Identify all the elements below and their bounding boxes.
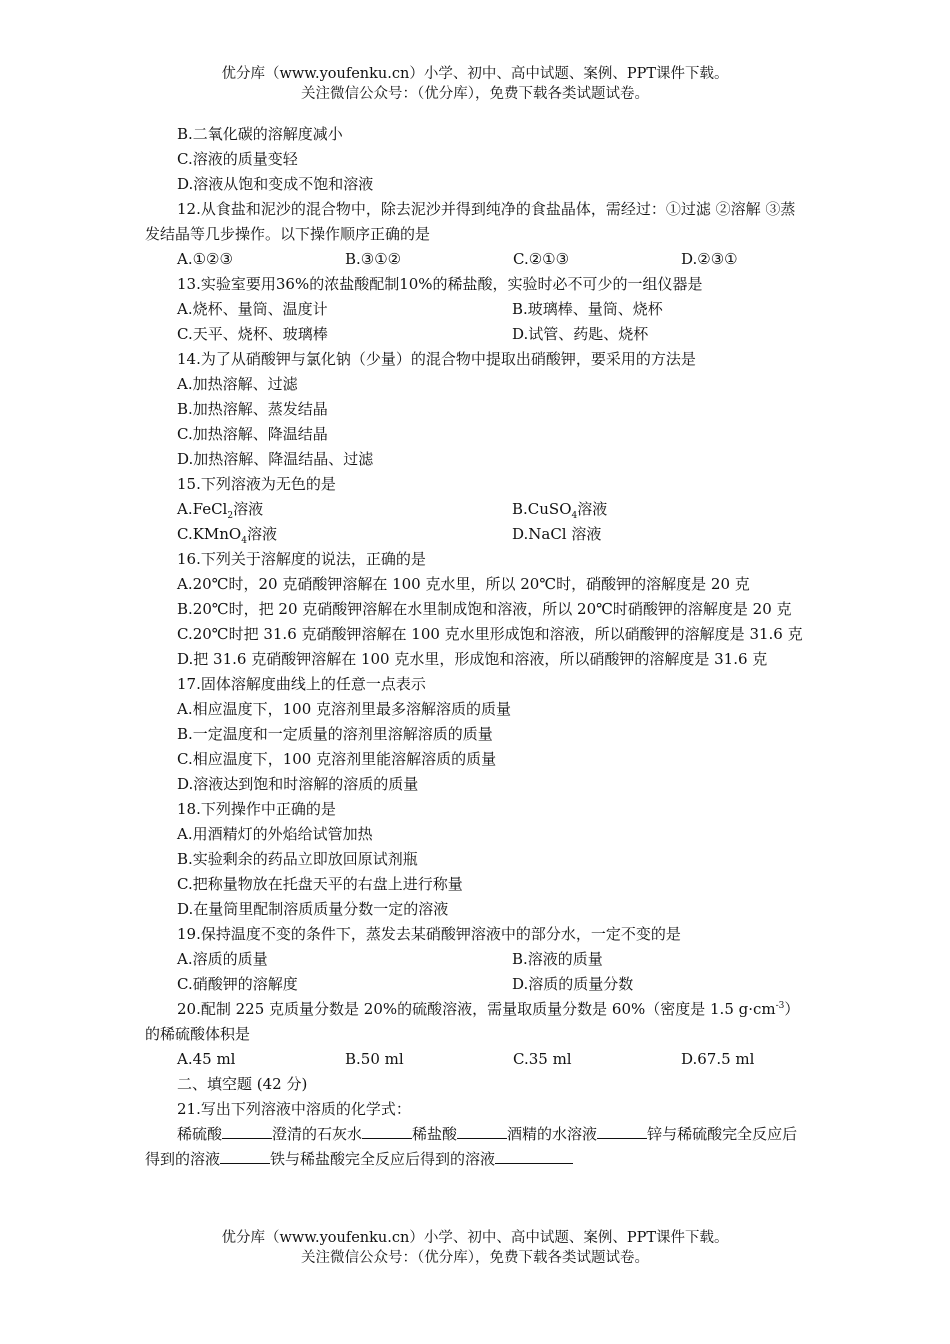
q18-option-a: A.用酒精灯的外焰给试管加热 — [177, 825, 373, 843]
q13-options-ab — [145, 297, 807, 322]
q13-options-cd — [145, 322, 807, 347]
q15-option-b: B.CuSO$_4$溶液 — [512, 500, 608, 521]
answer-blank[interactable] — [495, 1147, 573, 1164]
q20-option-b: B.50 ml — [345, 1050, 404, 1068]
q13-option-c: C.天平、烧杯、玻璃棒 — [177, 325, 328, 343]
answer-blank[interactable] — [597, 1122, 647, 1139]
q19-options-ab — [145, 947, 807, 972]
q14-option-b: B.加热溶解、蒸发结晶 — [177, 400, 328, 418]
footer-line-1: 优分库（www.youfenku.cn）小学、初中、高中试题、案例、PPT课件下载。 — [221, 1230, 729, 1246]
q18-option-c: C.把称量物放在托盘天平的右盘上进行称量 — [177, 875, 463, 893]
q17-option-d: D.溶液达到饱和时溶解的溶质的质量 — [177, 775, 419, 793]
q21-stem: 21.写出下列溶液中溶质的化学式： — [177, 1100, 411, 1118]
q19-options-cd — [145, 972, 807, 997]
q16-option-d: D.把 31.6 克硝酸钾溶解在 100 克水里，形成饱和溶液，所以硝酸钾的溶解度是 31.6 克 — [177, 650, 768, 668]
q15-option-d: D.NaCl 溶液 — [512, 525, 602, 543]
page-footer — [0, 1228, 950, 1268]
page-header — [0, 64, 950, 104]
q19-option-c: C.硝酸钾的溶解度 — [177, 975, 298, 993]
q12-stem: 12.从食盐和泥沙的混合物中，除去泥沙并得到纯净的食盐晶体，需经过：①过滤 ②溶解 ③蒸发结晶等几步操作。以下操作顺序正确的是 — [145, 200, 796, 243]
q20-stem: 20.配制 225 克质量分数是 20%的硫酸溶液，需量取质量分数是 60%（密度是 1.5 $g\cdot cm^{-3}$）的稀硫酸体积是 — [145, 1000, 800, 1043]
q13-option-d: D.试管、药匙、烧杯 — [512, 325, 649, 343]
q20-option-d: D.67.5 ml — [681, 1050, 755, 1068]
q16-option-c: C.20℃时把 31.6 克硝酸钾溶解在 100 克水里形成饱和溶液，所以硝酸钾的溶解度是 31.6 克 — [177, 625, 803, 643]
q13-stem: 13.实验室要用36%的浓盐酸配制10%的稀盐酸，实验时必不可少的一组仪器是 — [177, 275, 703, 293]
q16-stem: 16.下列关于溶解度的说法，正确的是 — [177, 550, 426, 568]
q15-options-cd — [145, 522, 807, 547]
q13-option-b: B.玻璃棒、量筒、烧杯 — [512, 300, 663, 318]
section-title: 二、填空题 (42 分) — [177, 1075, 308, 1093]
q11-option-d: D.溶液从饱和变成不饱和溶液 — [177, 175, 374, 193]
q17-option-b: B.一定温度和一定质量的溶剂里溶解溶质的质量 — [177, 725, 493, 743]
footer-line-2: 关注微信公众号：（优分库），免费下载各类试题试卷。 — [301, 1250, 649, 1266]
q11-option-b: B.二氧化碳的溶解度减小 — [177, 125, 343, 143]
q14-option-a: A.加热溶解、过滤 — [177, 375, 298, 393]
q19-option-a: A.溶质的质量 — [177, 950, 268, 968]
q19-option-d: D.溶质的质量分数 — [512, 975, 634, 993]
q14-option-c: C.加热溶解、降温结晶 — [177, 425, 328, 443]
q12-option-d: D.②③① — [681, 250, 738, 268]
answer-blank[interactable] — [220, 1147, 270, 1164]
q12-option-b: B.③①② — [345, 250, 402, 268]
q19-option-b: B.溶液的质量 — [512, 950, 603, 968]
q11-option-c: C.溶液的质量变轻 — [177, 150, 298, 168]
q15-option-a: A.FeCl$_2$溶液 — [177, 500, 264, 521]
q16-option-b: B.20℃时，把 20 克硝酸钾溶解在水里制成饱和溶液，所以 20℃时硝酸钾的溶解度是 20 克 — [177, 600, 792, 618]
q14-option-d: D.加热溶解、降温结晶、过滤 — [177, 450, 374, 468]
q12-options — [145, 247, 807, 272]
q13-option-a: A.烧杯、量筒、温度计 — [177, 300, 328, 318]
q20-option-c: C.35 ml — [513, 1050, 572, 1068]
q14-stem: 14.为了从硝酸钾与氯化钠（少量）的混合物中提取出硝酸钾，要采用的方法是 — [177, 350, 696, 368]
q21-blanks: 稀硫酸 澄清的石灰水 稀盐酸 酒精的水溶液 锌与稀硫酸完全反应后得到的溶液 铁与稀盐酸完全反应后得到的溶液 — [145, 1122, 807, 1172]
q20-options — [145, 1047, 807, 1072]
exam-body — [145, 122, 807, 1172]
q17-stem: 17.固体溶解度曲线上的任意一点表示 — [177, 675, 426, 693]
q15-stem: 15.下列溶液为无色的是 — [177, 475, 336, 493]
answer-blank[interactable] — [457, 1122, 507, 1139]
q17-option-c: C.相应温度下，100 克溶剂里能溶解溶质的质量 — [177, 750, 497, 768]
header-line-1: 优分库（www.youfenku.cn）小学、初中、高中试题、案例、PPT课件下载。 — [221, 66, 729, 82]
q19-stem: 19.保持温度不变的条件下，蒸发去某硝酸钾溶液中的部分水，一定不变的是 — [177, 925, 681, 943]
q18-stem: 18.下列操作中正确的是 — [177, 800, 336, 818]
q16-option-a: A.20℃时，20 克硝酸钾溶解在 100 克水里，所以 20℃时，硝酸钾的溶解度是 20 克 — [177, 575, 750, 593]
q17-option-a: A.相应温度下，100 克溶剂里最多溶解溶质的质量 — [177, 700, 512, 718]
answer-blank[interactable] — [222, 1122, 272, 1139]
q18-option-d: D.在量筒里配制溶质质量分数一定的溶液 — [177, 900, 449, 918]
q15-options-ab — [145, 497, 807, 522]
q12-option-a: A.①②③ — [177, 250, 233, 268]
q18-option-b: B.实验剩余的药品立即放回原试剂瓶 — [177, 850, 418, 868]
q15-option-c: C.KMnO$_4$溶液 — [177, 525, 277, 546]
header-line-2: 关注微信公众号：（优分库），免费下载各类试题试卷。 — [301, 86, 649, 102]
answer-blank[interactable] — [362, 1122, 412, 1139]
q20-option-a: A.45 ml — [177, 1050, 236, 1068]
q12-option-c: C.②①③ — [513, 250, 570, 268]
